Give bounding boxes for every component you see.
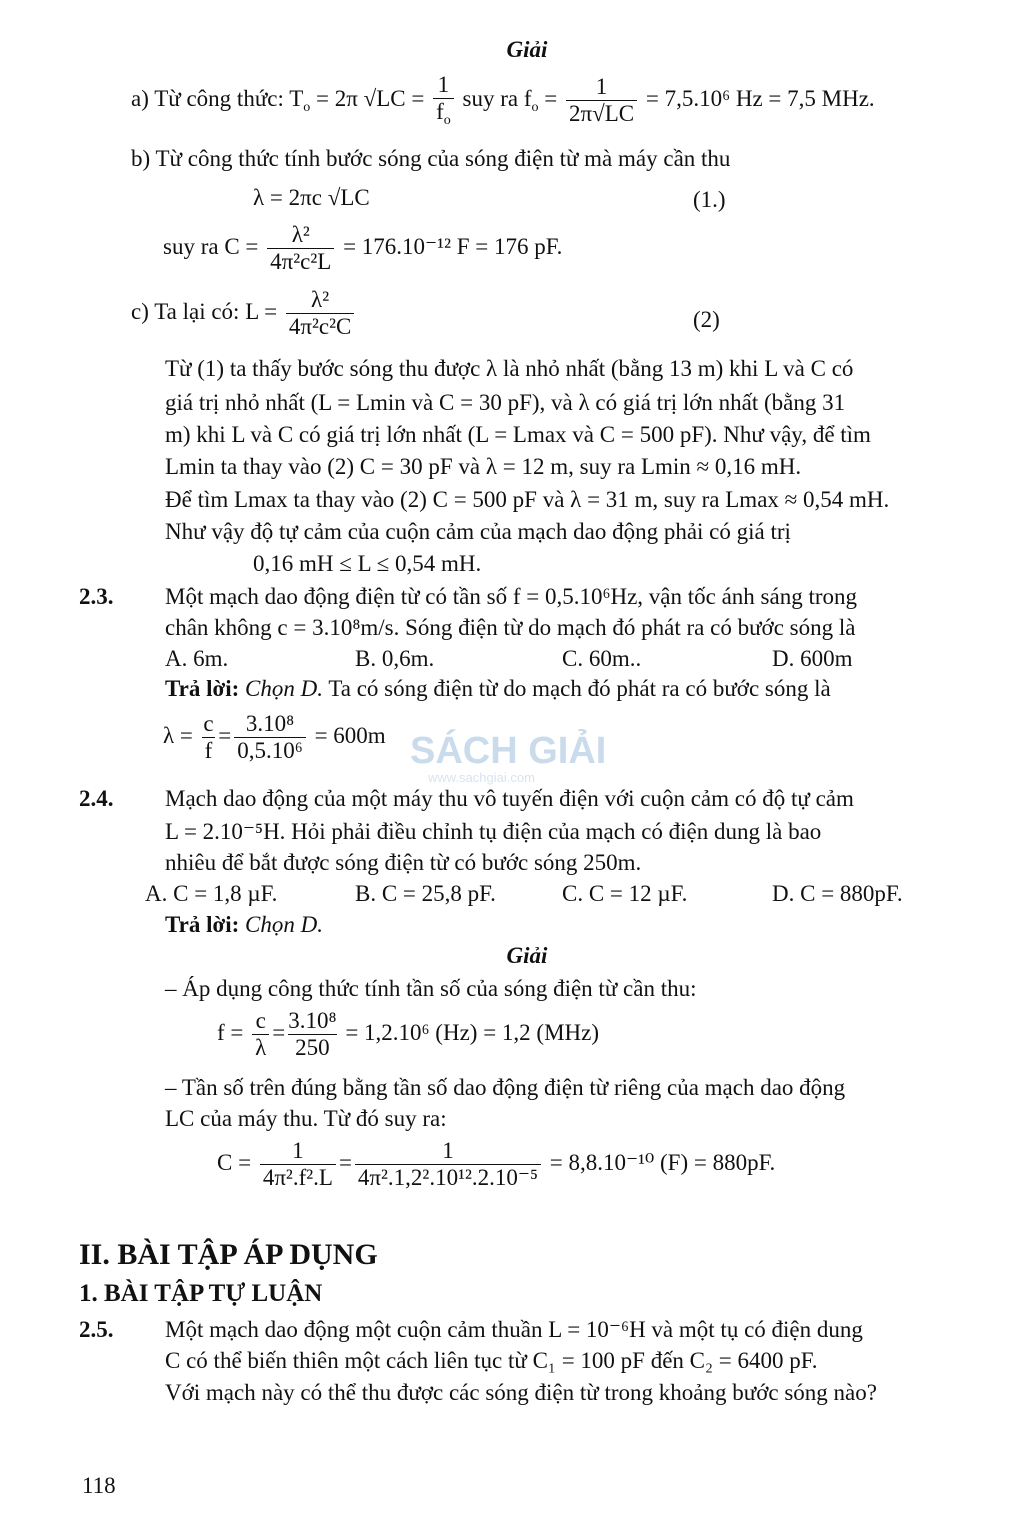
inequality: 0,16 mH ≤ L ≤ 0,54 mH. <box>253 551 482 576</box>
formula-C: suy ra C = $\frac{\text{λ²}}{\text{4π²c²L}}$ = 176.10⁻¹² F = 176 pF. <box>163 222 563 275</box>
paragraph-line: giá trị nhỏ nhất (L = Lmin và C = 30 pF), và λ có giá trị lớn nhất (bằng 31 <box>165 390 846 415</box>
equation-tag-2: (2) <box>693 307 720 332</box>
option: A. C = 1,8 µF. <box>145 881 278 906</box>
paragraph-line: – Áp dụng công thức tính tần số của sóng điện từ cần thu: <box>165 976 697 1001</box>
fraction-1-f0: $\frac{1}{f_o}$ <box>433 72 454 130</box>
option: D. 600m <box>772 646 853 671</box>
question-number: 2.5. <box>79 1317 114 1342</box>
paragraph-line: Từ (1) ta thấy bước sóng thu được λ là nhỏ nhất (bằng 13 m) khi L và C có <box>165 356 854 381</box>
fraction-1-2pi-sqrt: $\frac{1}{2\pi√LC}$ <box>566 74 637 128</box>
question-text: Một mạch dao động một cuộn cảm thuần L = 10⁻⁶H và một tụ có điện dung <box>165 1317 863 1342</box>
solution-heading-2: Giải <box>506 943 548 968</box>
watermark-url: www.sachgiai.com <box>428 770 535 785</box>
option: B. 0,6m. <box>355 646 435 671</box>
formula-frequency: f = $\frac{c}{\lambda}$ = $\frac{\text{3.10⁸}}{250}$ = 1,2.10⁶ (Hz) = 1,2 (MHz) <box>217 1008 599 1061</box>
question-text: Với mạch này có thể thu được các sóng điện từ trong khoảng bước sóng nào? <box>165 1380 877 1405</box>
paragraph-line: Để tìm Lmax ta thay vào (2) C = 500 pF và λ = 31 m, suy ra Lmax ≈ 0,54 mH. <box>165 487 890 512</box>
question-text: Mạch dao động của một máy thu vô tuyến điện với cuộn cảm có độ tự cảm <box>165 786 854 811</box>
page-number: 118 <box>82 1473 116 1498</box>
question-text: Một mạch dao động điện từ có tần số f = 0,5.10⁶Hz, vận tốc ánh sáng trong <box>165 584 858 609</box>
option: C. C = 12 µF. <box>562 881 688 906</box>
line-b: b) Từ công thức tính bước sóng của sóng điện từ mà máy cần thu <box>131 146 731 171</box>
option: A. 6m. <box>165 646 229 671</box>
paragraph-line: – Tần số trên đúng bằng tần số dao động điện từ riêng của mạch dao động <box>165 1075 846 1100</box>
option: B. C = 25,8 pF. <box>355 881 496 906</box>
watermark-logo: SÁCH GIẢI <box>410 730 607 772</box>
section-title: II. BÀI TẬP ÁP DỤNG <box>79 1238 378 1271</box>
question-text: L = 2.10⁻⁵H. Hỏi phải điều chỉnh tụ điện của mạch có điện dung là bao <box>165 819 822 844</box>
option: C. 60m.. <box>562 646 642 671</box>
answer-line: Trả lời: Chọn D. <box>165 912 323 937</box>
formula-L: c) Ta lại có: L = $\frac{\text{λ²}}{\text{4π²c²C}}$ <box>131 287 357 341</box>
paragraph-line: LC của máy thu. Từ đó suy ra: <box>165 1106 447 1131</box>
option: D. C = 880pF. <box>772 881 903 906</box>
paragraph-line: Như vậy độ tự cảm của cuộn cảm của mạch dao động phải có giá trị <box>165 519 791 544</box>
solution-heading-1: Giải <box>506 37 548 62</box>
formula-capacitance: C = $\frac{1}{\text{4π².f².L}}$ = $\frac{1}{\text{4π².1,2².10¹².2.10⁻⁵}}$ = 8,8.10⁻¹⁰ (F) = 880pF. <box>217 1138 776 1191</box>
formula-lambda: λ = 2πc √LC <box>253 185 370 210</box>
subsection-title: 1. BÀI TẬP TỰ LUẬN <box>79 1280 323 1307</box>
line-a: a) Từ công thức: $T_o = 2\pi$ √LC = $\frac{1}{f_o}$ suy ra $f_o$ = $\frac{1}{2\pi√LC}$ = 7,5.10⁶ Hz = 7,5 MHz. <box>131 72 875 129</box>
paragraph-line: Lmin ta thay vào (2) C = 30 pF và λ = 12 m, suy ra Lmin ≈ 0,16 mH. <box>165 454 802 479</box>
question-number: 2.3. <box>79 584 114 609</box>
question-text: C có thể biến thiên một cách liên tục từ C₁ = 100 pF đến C₂ = 6400 pF. <box>165 1348 818 1373</box>
question-text: nhiêu để bắt được sóng điện từ có bước sóng 250m. <box>165 850 642 875</box>
answer-line: Trả lời: Chọn D. Ta có sóng điện từ do mạch đó phát ra có bước sóng là <box>165 676 831 701</box>
formula-wavelength: λ = $\frac{c}{f}$ = $\frac{\text{3.10⁸}}{\text{0,5.10⁶}}$ = 600m <box>163 711 386 764</box>
question-text: chân không c = 3.10⁸m/s. Sóng điện từ do mạch đó phát ra có bước sóng là <box>165 615 856 640</box>
equation-tag-1: (1.) <box>693 187 726 212</box>
paragraph-line: m) khi L và C có giá trị lớn nhất (L = Lmax và C = 500 pF). Như vậy, để tìm <box>165 422 871 447</box>
question-number: 2.4. <box>79 786 114 811</box>
